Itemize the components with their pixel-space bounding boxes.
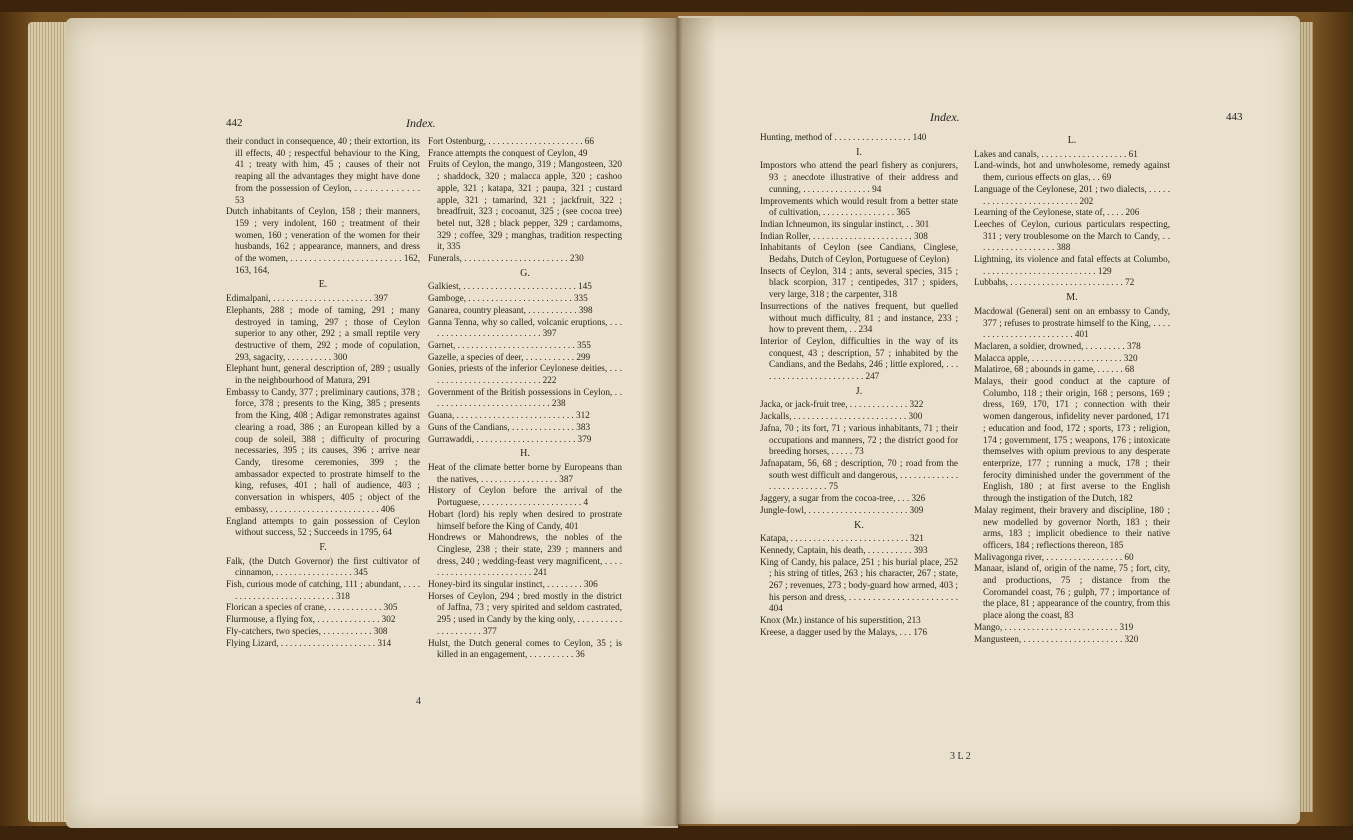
index-entry: Jaggery, a sugar from the cocoa-tree, . . . 326 bbox=[760, 493, 926, 504]
index-entry: Maclaren, a soldier, drowned, . . . . . . . . . 378 bbox=[974, 340, 1141, 351]
index-entry: Gamboge, . . . . . . . . . . . . . . . . . . . . . . . 335 bbox=[428, 293, 588, 304]
left-page bbox=[66, 18, 678, 828]
index-entry: Insurrections of the natives frequent, but quelled without much difficulty, 81 ; and instance, 233 ; how to prevent them, . . 234 bbox=[760, 300, 958, 335]
index-entry: Malays, their good conduct at the capture of Columbo, 118 ; their origin, 168 ; persons, 169 ; dress, 169, 170, 171 ; connection with their women dangerous, infidelity never pardoned, 171 ; education and food, 172 ; sports, 173 ; religion, 174 ; government, 175 ; weapons, 176 ; intoxicate themselves with opium previous to any desperate enterprize, 177 ; running a muck, 178 ; their ferocity diminished under the government of the English, 180 ; at first averse to the English through the instigation of the Dutch, 182 bbox=[974, 376, 1170, 504]
index-entry: Macdowal (General) sent on an embassy to Candy, 377 ; refuses to prostrate himself to the King, . . . . . . . . . . . . . . . . . . . . . . . . 401 bbox=[974, 305, 1170, 340]
index-entry: Jafna, 70 ; its fort, 71 ; various inhabitants, 71 ; their occupations and manners, 72 ; the district good for breeding horses, . . . . . 73 bbox=[760, 422, 958, 457]
index-entry: Flying Lizard, . . . . . . . . . . . . . . . . . . . . . 314 bbox=[226, 637, 392, 648]
index-entry: Lubbahs, . . . . . . . . . . . . . . . . . . . . . . . . . 72 bbox=[974, 277, 1135, 288]
index-entry: Kreese, a dagger used by the Malays, . . . 176 bbox=[760, 626, 928, 637]
index-section-letter: G. bbox=[520, 267, 530, 279]
right-index-column-2 bbox=[974, 132, 1170, 645]
right-page-number: 443 bbox=[1226, 111, 1243, 123]
page-edges-left bbox=[28, 22, 68, 822]
right-index-column-1 bbox=[760, 132, 958, 639]
index-entry: Hulst, the Dutch general comes to Ceylon, 35 ; is killed in an engagement, . . . . . . . . . . 36 bbox=[428, 637, 622, 660]
index-entry: Fish, curious mode of catching, 111 ; abundant, . . . . . . . . . . . . . . . . . . . . . . . . . . 318 bbox=[226, 579, 420, 601]
index-entry: Embassy to Candy, 377 ; preliminary cautions, 378 ; force, 378 ; presents to the King, 385 ; presents from the King, 408 ; Adigar remonstrates against clearing a road, 386 ; an European killed by a coup de soleil, 388 ; difficulty of procuring necessaries, 395 ; its causes, 396 ; arrive near Candy, tiresome ceremonies, 399 ; the ambassador expected to prostrate himself to the king, refuses, 401 ; hall of audience, 403 ; conversation in whispers, 405 ; object of the embassy, . . . . . . . . . . . . . . . . . . . . . . . . 406 bbox=[226, 386, 420, 514]
index-entry: Gazelle, a species of deer, . . . . . . . . . . . 299 bbox=[428, 351, 591, 362]
index-entry: Government of the British possessions in Ceylon, . . . . . . . . . . . . . . . . . . . . . . . . . . . 238 bbox=[428, 386, 622, 409]
index-entry: Jafnapatam, 56, 68 ; description, 70 ; road from the south west difficult and dangerous, . . . . . . . . . . . . . . . . . . . . . . . . . . 75 bbox=[760, 457, 958, 492]
index-entry: Lightning, its violence and fatal effects at Columbo, . . . . . . . . . . . . . . . . . . . . . . . . . 129 bbox=[974, 254, 1170, 276]
left-index-column-2 bbox=[428, 136, 622, 661]
index-entry: Knox (Mr.) instance of his superstition, 213 bbox=[760, 615, 921, 626]
index-entry: Dutch inhabitants of Ceylon, 158 ; their manners, 159 ; very indolent, 160 ; treatment of their women, 160 ; veneration of the women for their husbands, 162 ; appearance, manners, and dress of the women, . . . . . . . . . . . . . . . . . . . . . . . . 162, 163, 164, bbox=[226, 206, 420, 275]
index-entry: Fruits of Ceylon, the mango, 319 ; Mangosteen, 320 ; shaddock, 320 ; malacca apple, 320 ; cashoo apple, 321 ; katapa, 321 ; paupa, 321 ; custard apple, 321 ; tamarind, 321 ; jackfruit, 322 ; breadfruit, 323 ; cocoanut, 325 ; (see cocoa tree) betel nut, 328 ; black pepper, 329 ; cardamoms, 329 ; coffee, 329 ; manghas, tradition respecting it, 335 bbox=[428, 159, 622, 252]
index-entry: Heat of the climate better borne by Europeans than the natives, . . . . . . . . . . . . . . . . . 387 bbox=[428, 461, 622, 484]
index-entry: Indian Ichneumon, its singular instinct, . . 301 bbox=[760, 218, 930, 229]
index-entry: France attempts the conquest of Ceylon, 49 bbox=[428, 147, 588, 158]
index-entry: Language of the Ceylonese, 201 ; two dialects, . . . . . . . . . . . . . . . . . . . . . . . . . . 202 bbox=[974, 183, 1170, 206]
index-section-letter: L. bbox=[1067, 135, 1077, 146]
index-entry: Mangusteen, . . . . . . . . . . . . . . . . . . . . . . 320 bbox=[974, 633, 1139, 644]
index-entry: Edimalpani, . . . . . . . . . . . . . . . . . . . . . . 397 bbox=[226, 293, 388, 304]
left-page-heading: Index. bbox=[406, 116, 436, 130]
book-cover-top bbox=[0, 0, 1353, 12]
index-entry: Malatiroe, 68 ; abounds in game, . . . . . . 68 bbox=[974, 364, 1135, 375]
index-entry: Fort Ostenburg, . . . . . . . . . . . . . . . . . . . . . 66 bbox=[428, 136, 594, 146]
index-entry: Hondrews or Mahondrews, the nobles of the Cinglese, 238 ; their state, 239 ; manners and dress, 240 ; wedding-feast very magnificent, . . . . . . . . . . . . . . . . . . . . . . . . . 241 bbox=[428, 532, 622, 578]
index-entry: Falk, (the Dutch Governor) the first cultivator of cinnamon, . . . . . . . . . . . . . . . . . 345 bbox=[226, 555, 420, 578]
index-entry: Guns of the Candians, . . . . . . . . . . . . . . 383 bbox=[428, 421, 591, 432]
index-entry: Elephant hunt, general description of, 289 ; usually in the neighbourhood of Matura, 291 bbox=[226, 363, 420, 386]
index-entry: Interior of Ceylon, difficulties in the way of its conquest, 43 ; description, 57 ; inhabited by the Candians, and the Bedahs, 246 ; little explored, . . . . . . . . . . . . . . . . . . . . . . . . 247 bbox=[760, 335, 958, 382]
index-entry: Learning of the Ceylonese, state of, . . . . 206 bbox=[974, 207, 1140, 218]
index-entry: King of Candy, his palace, 251 ; his burial place, 252 ; his string of titles, 263 ; his character, 267 ; state, 267 ; revenues, 273 ; body-guard how armed, 403 ; his person and dress, . . . . . . . . . . . . . . . . . . . . . . . 404 bbox=[760, 556, 958, 614]
index-section-letter: M. bbox=[1066, 292, 1078, 304]
index-entry: Land-winds, hot and unwholesome, remedy against them, curious effects on glas, . . 69 bbox=[974, 160, 1170, 183]
index-entry: Funerals, . . . . . . . . . . . . . . . . . . . . . . . 230 bbox=[428, 253, 584, 264]
index-entry: Horses of Ceylon, 294 ; bred mostly in the district of Jaffna, 73 ; very spirited and seldom castrated, 295 ; used in Candy by the king only, . . . . . . . . . . . . . . . . . . . . 377 bbox=[428, 590, 622, 636]
index-entry: Ganna Tenna, why so called, volcanic eruptions, . . . . . . . . . . . . . . . . . . . . . . . . . . 397 bbox=[428, 316, 622, 339]
right-signature-mark: 3 L 2 bbox=[950, 751, 971, 762]
index-entry: Elephants, 288 ; mode of taming, 291 ; many destroyed in taming, 297 ; those of Ceylon superior to any other, 292 ; a small reptile very destructive of them, 292 ; mode of copulation, 293, sagacity, . . . . . . . . . . 300 bbox=[226, 304, 420, 362]
book-cover-bottom bbox=[0, 826, 1353, 840]
index-entry: Gonies, priests of the inferior Ceylonese deities, . . . . . . . . . . . . . . . . . . . . . . . . . . 222 bbox=[428, 363, 622, 386]
index-entry: Hobart (lord) his reply when desired to prostrate himself before the King of Candy, 401 bbox=[428, 508, 622, 531]
left-index-column-1 bbox=[226, 136, 420, 649]
left-page-number: 442 bbox=[226, 117, 243, 129]
index-entry: Insects of Ceylon, 314 ; ants, several species, 315 ; black scorpion, 317 ; centipedes, 317 ; spiders, very large, 318 ; the carpenter, 318 bbox=[760, 265, 958, 300]
index-entry: Manaar, island of, origin of the name, 75 ; fort, city, and productions, 75 ; distance from the Coromandel coast, 76 ; gulph, 77 ; importance of the place, 81 ; appearance of the country, from this place along the coast, 83 bbox=[974, 563, 1170, 621]
index-entry: Garnet, . . . . . . . . . . . . . . . . . . . . . . . . . . 355 bbox=[428, 339, 591, 350]
book-gutter bbox=[640, 18, 716, 826]
index-entry: Malacca apple, . . . . . . . . . . . . . . . . . . . . 320 bbox=[974, 352, 1138, 363]
index-entry: Jungle-fowl, . . . . . . . . . . . . . . . . . . . . . . 309 bbox=[760, 504, 924, 515]
index-entry: Florican a species of crane, . . . . . . . . . . . . 305 bbox=[226, 602, 398, 613]
index-section-letter: K. bbox=[854, 519, 864, 531]
index-entry: England attempts to gain possession of Ceylon without success, 52 ; Succeeds in 1795, 64 bbox=[226, 515, 420, 538]
index-entry: Inhabitants of Ceylon (see Candians, Cinglese, Bedahs, Dutch of Ceylon, Portuguese of Ceylon) bbox=[760, 242, 958, 265]
index-entry: Guana, . . . . . . . . . . . . . . . . . . . . . . . . . . 312 bbox=[428, 410, 590, 421]
index-entry: Katapa, . . . . . . . . . . . . . . . . . . . . . . . . . . 321 bbox=[760, 533, 924, 544]
index-entry: their conduct in consequence, 40 ; their extortion, its ill effects, 40 ; respectful behaviour to the King, 41 ; treaty with him, 45 ; causes of their not reaping all the advantages they might have done from the possession of Ceylon, . . . . . . . . . . . . . 53 bbox=[226, 136, 420, 205]
index-entry: Galkiest, . . . . . . . . . . . . . . . . . . . . . . . . . 145 bbox=[428, 281, 592, 292]
index-entry: Mango, . . . . . . . . . . . . . . . . . . . . . . . . . 319 bbox=[974, 621, 1134, 632]
index-entry: Malay regiment, their bravery and discipline, 180 ; new modelled by governor North, 183 ; their arms, 183 ; implicit obedience to their native officers, 184 ; reflections thereon, 185 bbox=[974, 504, 1170, 550]
index-section-letter: H. bbox=[520, 448, 530, 460]
index-entry: Jackalls, . . . . . . . . . . . . . . . . . . . . . . . . . 300 bbox=[760, 411, 923, 422]
index-entry: Hunting, method of . . . . . . . . . . . . . . . . . 140 bbox=[760, 132, 927, 142]
index-entry: Impostors who attend the pearl fishery as conjurers, 93 ; anecdote illustrative of their address and cunning, . . . . . . . . . . . . . . . 94 bbox=[760, 160, 958, 194]
index-entry: Ganarea, country pleasant, . . . . . . . . . . . 398 bbox=[428, 304, 593, 315]
index-entry: Lakes and canals, . . . . . . . . . . . . . . . . . . . 61 bbox=[974, 148, 1138, 159]
right-page-heading: Index. bbox=[930, 110, 960, 124]
index-entry: Flurmouse, a flying fox, . . . . . . . . . . . . . . 302 bbox=[226, 614, 396, 625]
index-entry: Honey-bird its singular instinct, . . . . . . . . 306 bbox=[428, 579, 598, 590]
index-entry: Jacka, or jack-fruit tree, . . . . . . . . . . . . . 322 bbox=[760, 399, 924, 410]
index-section-letter: I. bbox=[856, 146, 862, 158]
index-entry: Improvements which would result from a better state of cultivation, . . . . . . . . . . . . . . . . 365 bbox=[760, 195, 958, 218]
index-entry: Fly-catchers, two species, . . . . . . . . . . . 308 bbox=[226, 625, 388, 636]
index-entry: History of Ceylon before the arrival of the Portuguese, . . . . . . . . . . . . . . . . . . . . . . 4 bbox=[428, 485, 622, 508]
index-entry: Indian Roller, . . . . . . . . . . . . . . . . . . . . . . 308 bbox=[760, 230, 928, 241]
left-signature-mark: 4 bbox=[416, 696, 421, 707]
index-section-letter: F. bbox=[319, 541, 327, 553]
index-entry: Malivagonga river, . . . . . . . . . . . . . . . . . 60 bbox=[974, 551, 1134, 562]
index-entry: Gurrawaddi, . . . . . . . . . . . . . . . . . . . . . . 379 bbox=[428, 433, 592, 444]
index-entry: Leeches of Ceylon, curious particulars respecting, 311 ; very troublesome on the March to Candy, . . . . . . . . . . . . . . . . . . 388 bbox=[974, 218, 1170, 253]
right-page bbox=[678, 16, 1300, 824]
index-entry: Kennedy, Captain, his death, . . . . . . . . . . 393 bbox=[760, 544, 928, 555]
index-section-letter: E. bbox=[318, 279, 328, 291]
index-section-letter: J. bbox=[855, 385, 863, 397]
